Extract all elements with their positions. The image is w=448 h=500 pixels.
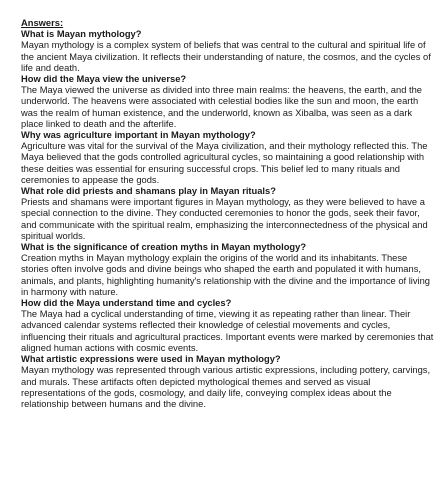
answer-text: Agriculture was vital for the survival of the Maya civilization, and their mythology reflected this. The Maya believed that the gods controlled agricultural cycles, so maintaining a good relationship with these deities was essential for ensuring successful crops. This belief led to many rituals and ceremonies to appease the gods. — [21, 141, 428, 185]
question-text: What is Mayan mythology? — [21, 29, 142, 40]
qa-item — [21, 298, 435, 354]
question-text: What artistic expressions were used in Mayan mythology? — [21, 354, 281, 365]
qa-item — [21, 354, 435, 410]
answer-text: Creation myths in Mayan mythology explain the origins of the world and its inhabitants. These stories often involve gods and divine beings who shaped the earth and populated it with humans, animals, and plants, highlighting humanity's relationship with the divine and the importance of living in harmony with nature. — [21, 253, 430, 297]
answer-text: Priests and shamans were important figures in Mayan mythology, as they were believed to have a special connection to the divine. They conducted ceremonies to honor the gods, seek their favor, and communicate with the spiritual realm, emphasizing the interconnectedness of the physical and spiritual worlds. — [21, 197, 428, 241]
question-text: How did the Maya view the universe? — [21, 74, 187, 85]
qa-item — [21, 74, 435, 130]
answer-text: Mayan mythology is a complex system of beliefs that was central to the cultural and spiritual life of the ancient Maya civilization. It reflects their understanding of nature, the cosmos, and the cycles of life and death. — [21, 40, 431, 73]
answer-text: The Maya had a cyclical understanding of time, viewing it as repeating rather than linear. Their advanced calendar systems reflected their knowledge of celestial movements and cycles, influencing their rituals and agricultural practices. Important events were marked by ceremonies that aligned human actions with cosmic events. — [21, 309, 434, 353]
qa-item — [21, 242, 435, 298]
answer-text: The Maya viewed the universe as divided into three main realms: the heavens, the earth, and the underworld. The heavens were associated with celestial bodies like the sun and moon, the earth was the realm of human existence, and the underworld, known as Xibalba, was seen as a dark place linked to death and the afterlife. — [21, 85, 422, 129]
question-text: What role did priests and shamans play in Mayan rituals? — [21, 186, 276, 197]
qa-item — [21, 29, 435, 74]
qa-item — [21, 130, 435, 186]
question-text: How did the Maya understand time and cycles? — [21, 298, 232, 309]
question-text: Why was agriculture important in Mayan mythology? — [21, 130, 256, 141]
answers-document — [21, 18, 435, 410]
qa-item — [21, 186, 435, 242]
question-text: What is the significance of creation myths in Mayan mythology? — [21, 242, 307, 253]
answers-heading: Answers: — [21, 18, 64, 28]
answer-text: Mayan mythology was represented through various artistic expressions, including pottery, carvings, and murals. These artifacts often depicted mythological themes and served as visual representations of the gods, cosmology, and daily life, conveying complex ideas about the relationship between humans and the divine. — [21, 365, 431, 409]
